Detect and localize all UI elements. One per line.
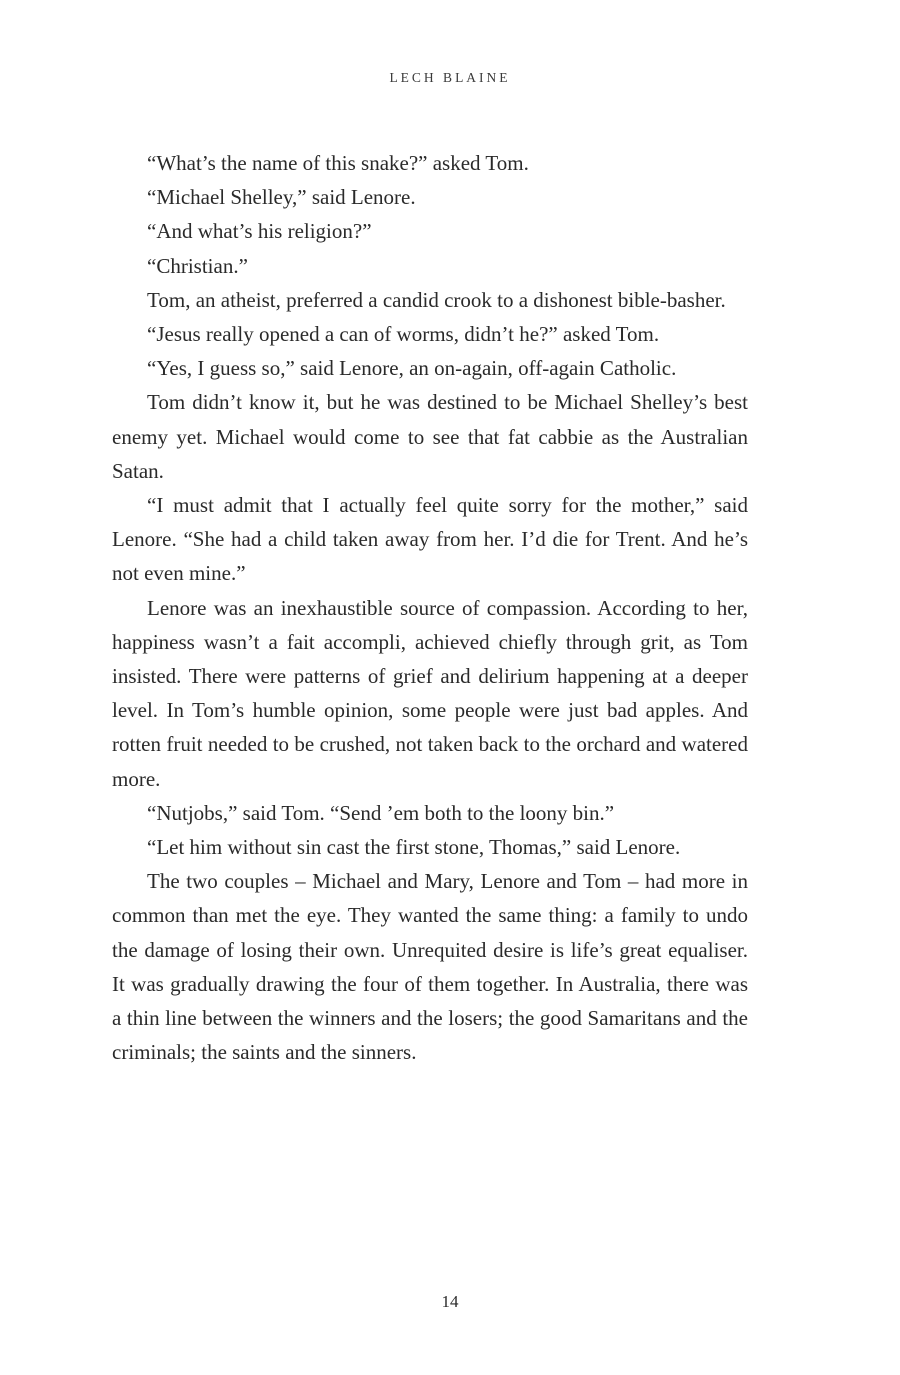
page-number: 14 [441,1292,459,1311]
paragraph: The two couples – Michael and Mary, Lenore and Tom – had more in common than met the eye. They wanted the same thing: a family to undo the damage of losing their own. Unrequited desire is life’s great equaliser. It was gradually drawing the four of them together. In Australia, there was a thin line between the winners and the losers; the good Samaritans and the criminals; the saints and the sinners. [112,869,748,1065]
paragraph: “Let him without sin cast the first stone, Thomas,” said Lenore. [147,835,681,860]
paragraph: “What’s the name of this snake?” asked Tom. [147,151,529,175]
paragraph: “I must admit that I actually feel quite sorry for the mother,” said Lenore. “She had a child taken away from her. I’d die for Trent. And he’s not even mine.” [112,493,748,586]
paragraph: Tom, an atheist, preferred a candid crook to a dishonest bible-basher. [147,287,726,312]
paragraph: “And what’s his religion?” [147,219,372,244]
running-head: LECH BLAINE [389,70,511,85]
paragraph: “Yes, I guess so,” said Lenore, an on-again, off-again Catholic. [147,356,677,381]
paragraph: “Christian.” [147,253,248,278]
paragraph: “Jesus really opened a can of worms, didn’t he?” asked Tom. [147,322,660,347]
paragraph: “Nutjobs,” said Tom. “Send ’em both to the loony bin.” [147,800,615,825]
paragraph: Lenore was an inexhaustible source of compassion. According to her, happiness wasn’t a fait accompli, achieved chiefly through grit, as Tom insisted. There were patterns of grief and delirium happening at a deeper level. In Tom’s humble opinion, some people were just bad apples. And rotten fruit needed to be crushed, not taken back to the orchard and watered more. [112,595,748,791]
paragraph: “Michael Shelley,” said Lenore. [147,185,416,210]
paragraph: Tom didn’t know it, but he was destined to be Michael Shelley’s best enemy yet. Michael would come to see that fat cabbie as the Australian Satan. [112,390,748,483]
body-text [112,146,748,1069]
